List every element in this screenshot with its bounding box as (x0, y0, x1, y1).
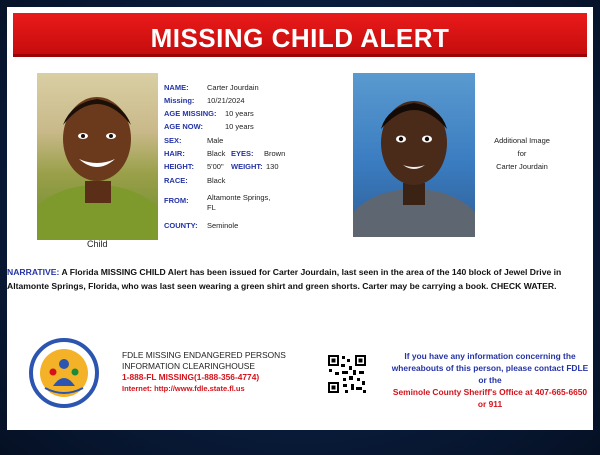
family-icon (33, 342, 95, 404)
fdle-phone: 1-888-FL MISSING(1-888-356-4774) (122, 372, 260, 382)
additional-image-caption: Additional Image for Carter Jourdain (494, 136, 550, 171)
additional-photo-illustration (353, 73, 475, 237)
field-weight-value: 130 (266, 162, 279, 171)
field-eyes-value: Brown (264, 149, 286, 158)
contact-line2: whereabouts of this person, please contact FDLE (391, 363, 589, 373)
alert-title: MISSING CHILD ALERT (150, 23, 450, 53)
narrative (7, 265, 587, 293)
fdle-line2: INFORMATION CLEARINGHOUSE (122, 361, 255, 371)
fdle-line1: FDLE MISSING ENDANGERED PERSONS (122, 350, 286, 360)
field-eyes-label: EYES: (231, 149, 254, 158)
alert-header (13, 13, 587, 57)
contact-line1: If you have any information concerning the (404, 351, 576, 361)
narrative-label: NARRATIVE: (7, 267, 60, 277)
emergency-number[interactable]: or 911 (477, 399, 503, 409)
field-hair-eyes: HAIR: Black EYES: Brown (164, 149, 286, 158)
child-photo-illustration (37, 73, 158, 240)
field-weight-label: WEIGHT: (231, 162, 263, 171)
narrative-text: A Florida MISSING CHILD Alert has been issued for Carter Jourdain, last seen in the area of the 140 block of Jewel Drive in Altamonte Springs, Florida, who was last seen wearing a green shirt and green shorts. Carter may be carrying a book. CHECK WATER. (7, 267, 562, 291)
sheriff-phone[interactable]: Seminole County Sheriff's Office at 407-665-6650 (392, 387, 588, 397)
child-photo (37, 73, 158, 240)
qr-code-icon (327, 354, 367, 394)
fdle-info (122, 350, 286, 394)
field-height-weight: HEIGHT: 5'00" WEIGHT: 130 (164, 162, 279, 171)
contact-info (390, 350, 590, 410)
alert-poster: MISSING CHILD ALERT Child NAME: Carter Jourdain Missing: 10/21/2024 AGE MISSING: 10 years AGE NOW: 10 years SEX: Male HAIR: Black EYES: Brown HEIGHT: 5'00" WEIGHT: 130 RACE: Black FROM: Altamonte Springs, FL COUNTY: Seminole Additional Image for Carter Jourdain NARRATIVE: A Florida MISSING CHILD Alert has been issued for Carter Jourdain, last seen in the area of the 140 block of Jewel Drive in Altamonte Springs, Florida, who was last seen wearing a green shirt and green shorts. Carter may be carrying a book. CHECK WATER. FDLE MISSING ENDANGERED PERSONS INFORMATION CLEARINGHOUSE 1-888-FL MISSING(1-888-356-4774) Internet: http://www.fdle.state.fl.us If you have any information concerning the whereabouts of this person, please contact FDLE or the Seminole County Sheriff's Office at 407-665-6650 or 911 (7, 7, 593, 430)
qr-code[interactable] (327, 354, 367, 394)
additional-photo (353, 73, 475, 237)
contact-line3: or the (478, 375, 502, 385)
fdle-website-link[interactable]: Internet: http://www.fdle.state.fl.us (122, 384, 245, 393)
fdle-seal-logo (29, 338, 99, 408)
child-photo-caption: Child (87, 239, 108, 249)
